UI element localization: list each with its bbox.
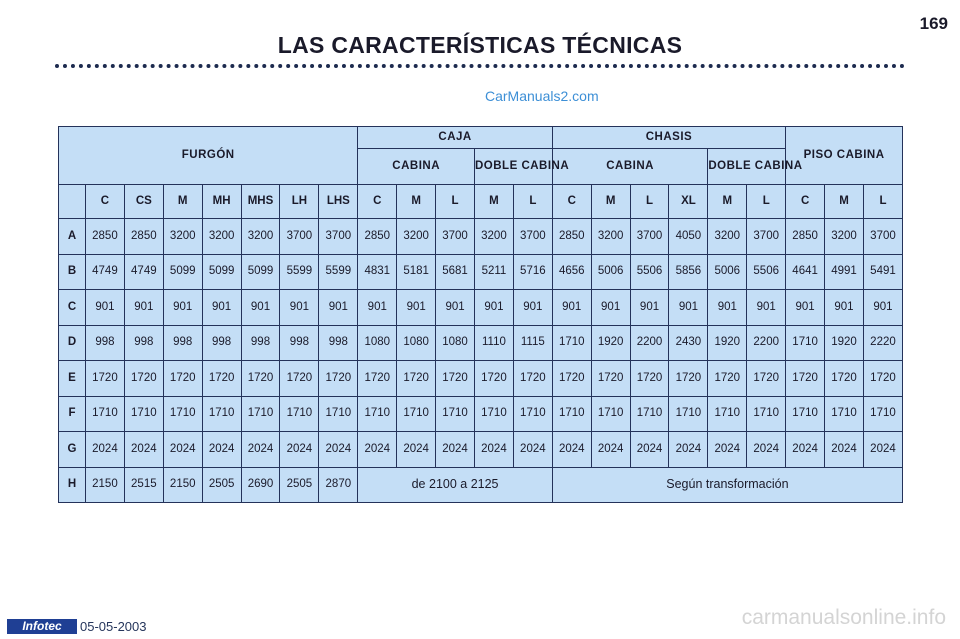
table-cell: 1720 <box>358 361 397 397</box>
table-cell: 2024 <box>825 432 864 468</box>
table-cell: 3200 <box>397 219 436 255</box>
table-row <box>59 432 903 468</box>
table-cell: 901 <box>319 290 358 326</box>
table-row <box>59 396 903 432</box>
table-cell: 1720 <box>708 361 747 397</box>
watermark-top: CarManuals2.com <box>485 88 599 104</box>
table-cell: 2024 <box>397 432 436 468</box>
row-label: H <box>59 467 86 502</box>
table-cell: 2024 <box>124 432 163 468</box>
table-cell: 1115 <box>513 325 552 361</box>
table-cell: 2515 <box>124 467 163 502</box>
table-cell: 2200 <box>630 325 669 361</box>
table-cell: 4656 <box>552 254 591 290</box>
table-row <box>59 361 903 397</box>
table-cell: 2024 <box>475 432 514 468</box>
table-cell: 998 <box>241 325 280 361</box>
table-row <box>59 254 903 290</box>
column-header: M <box>163 185 202 219</box>
table-cell: 901 <box>669 290 708 326</box>
table-row <box>59 325 903 361</box>
caja-cabina: CABINA <box>358 149 475 185</box>
table-cell: 5491 <box>863 254 902 290</box>
table-cell: 1720 <box>863 361 902 397</box>
table-cell: 1710 <box>319 396 358 432</box>
table-cell: 2850 <box>124 219 163 255</box>
row-label: D <box>59 325 86 361</box>
table-cell: 901 <box>436 290 475 326</box>
row-label: E <box>59 361 86 397</box>
table-cell: 1080 <box>436 325 475 361</box>
table-cell: 2850 <box>358 219 397 255</box>
group-piso-cabina: PISO CABINA <box>786 127 903 185</box>
table-cell: 1720 <box>786 361 825 397</box>
column-header: L <box>630 185 669 219</box>
table-cell: 901 <box>708 290 747 326</box>
chasis-piso-transformation: Según transformación <box>552 467 902 502</box>
table-cell: 5099 <box>241 254 280 290</box>
table-cell: 5099 <box>163 254 202 290</box>
table-cell: 1720 <box>552 361 591 397</box>
table-cell: 2024 <box>669 432 708 468</box>
row-label: F <box>59 396 86 432</box>
table-cell: 2024 <box>786 432 825 468</box>
table-cell: 5599 <box>319 254 358 290</box>
table-cell: 3200 <box>708 219 747 255</box>
column-header: C <box>358 185 397 219</box>
table-cell: 901 <box>475 290 514 326</box>
table-cell: 1720 <box>124 361 163 397</box>
table-cell: 901 <box>747 290 786 326</box>
table-cell: 5506 <box>747 254 786 290</box>
table-cell: 2690 <box>241 467 280 502</box>
table-cell: 1720 <box>86 361 125 397</box>
table-cell: 1710 <box>163 396 202 432</box>
table-cell: 901 <box>863 290 902 326</box>
table-cell: 5006 <box>591 254 630 290</box>
table-cell: 2024 <box>708 432 747 468</box>
table-cell: 4749 <box>86 254 125 290</box>
table-cell: 1710 <box>825 396 864 432</box>
column-header: L <box>513 185 552 219</box>
table-cell: 3700 <box>630 219 669 255</box>
table-cell: 2505 <box>280 467 319 502</box>
table-cell: 1710 <box>280 396 319 432</box>
table-cell: 1720 <box>591 361 630 397</box>
table-cell: 1710 <box>708 396 747 432</box>
table-cell: 4050 <box>669 219 708 255</box>
table-cell: 901 <box>397 290 436 326</box>
table-cell: 1710 <box>124 396 163 432</box>
table-cell: 5211 <box>475 254 514 290</box>
table-cell: 4831 <box>358 254 397 290</box>
table-cell: 2850 <box>786 219 825 255</box>
corner-cell <box>59 185 86 219</box>
table-cell: 998 <box>202 325 241 361</box>
table-cell: 1720 <box>669 361 708 397</box>
table-cell: 998 <box>280 325 319 361</box>
table-cell: 3700 <box>280 219 319 255</box>
table-cell: 2024 <box>630 432 669 468</box>
table-cell: 3700 <box>319 219 358 255</box>
table-row <box>59 219 903 255</box>
chasis-cabina: CABINA <box>552 149 708 185</box>
table-cell: 5181 <box>397 254 436 290</box>
table-cell: 1920 <box>825 325 864 361</box>
table-cell: 2024 <box>86 432 125 468</box>
column-header: M <box>825 185 864 219</box>
table-cell: 4641 <box>786 254 825 290</box>
table-cell: 2024 <box>241 432 280 468</box>
table-cell: 1920 <box>591 325 630 361</box>
table-cell: 2024 <box>163 432 202 468</box>
table-cell: 901 <box>513 290 552 326</box>
watermark-bottom: carmanualsonline.info <box>741 606 946 629</box>
table-cell: 1710 <box>630 396 669 432</box>
column-header: M <box>591 185 630 219</box>
table-cell: 3700 <box>747 219 786 255</box>
table-cell: 1710 <box>475 396 514 432</box>
table-cell: 3200 <box>591 219 630 255</box>
table-cell: 901 <box>241 290 280 326</box>
table-cell: 3200 <box>241 219 280 255</box>
table-cell: 2024 <box>358 432 397 468</box>
group-header-row <box>59 127 903 149</box>
footer-date: 05-05-2003 <box>80 619 147 634</box>
column-header: CS <box>124 185 163 219</box>
table-cell: 1720 <box>241 361 280 397</box>
table-cell: 998 <box>163 325 202 361</box>
table-cell: 901 <box>280 290 319 326</box>
column-header: LHS <box>319 185 358 219</box>
column-header: MH <box>202 185 241 219</box>
table-cell: 1920 <box>708 325 747 361</box>
table-cell: 1710 <box>747 396 786 432</box>
table-cell: 2430 <box>669 325 708 361</box>
table-cell: 998 <box>124 325 163 361</box>
table-cell: 1710 <box>552 396 591 432</box>
column-header: C <box>786 185 825 219</box>
table-cell: 1720 <box>280 361 319 397</box>
caja-doble-cabina: DOBLE CABINA <box>475 149 553 185</box>
table-cell: 1710 <box>397 396 436 432</box>
table-cell: 5006 <box>708 254 747 290</box>
table-cell: 2024 <box>436 432 475 468</box>
specifications-table <box>58 126 903 503</box>
column-header: L <box>863 185 902 219</box>
table-cell: 2024 <box>747 432 786 468</box>
row-label: C <box>59 290 86 326</box>
table-cell: 2024 <box>863 432 902 468</box>
column-header: L <box>436 185 475 219</box>
table-cell: 998 <box>86 325 125 361</box>
table-cell: 1720 <box>475 361 514 397</box>
table-cell: 3700 <box>513 219 552 255</box>
table-cell: 2850 <box>86 219 125 255</box>
table-cell: 1080 <box>397 325 436 361</box>
table-cell: 2024 <box>280 432 319 468</box>
table-cell: 901 <box>591 290 630 326</box>
table-cell: 5506 <box>630 254 669 290</box>
table-cell: 1710 <box>358 396 397 432</box>
table-cell: 1710 <box>669 396 708 432</box>
caja-height-range: de 2100 a 2125 <box>358 467 552 502</box>
table-cell: 1720 <box>397 361 436 397</box>
column-header: C <box>552 185 591 219</box>
table-cell: 5716 <box>513 254 552 290</box>
table-cell: 1720 <box>513 361 552 397</box>
table-cell: 2200 <box>747 325 786 361</box>
row-label: B <box>59 254 86 290</box>
table-cell: 1720 <box>436 361 475 397</box>
table-cell: 901 <box>825 290 864 326</box>
row-label: A <box>59 219 86 255</box>
column-header: XL <box>669 185 708 219</box>
table-cell: 901 <box>202 290 241 326</box>
table-cell: 1710 <box>513 396 552 432</box>
table-cell: 3200 <box>475 219 514 255</box>
row-label: G <box>59 432 86 468</box>
table-row <box>59 290 903 326</box>
column-header: M <box>708 185 747 219</box>
column-header: LH <box>280 185 319 219</box>
table-cell: 5599 <box>280 254 319 290</box>
table-cell: 1710 <box>786 396 825 432</box>
table-cell: 1110 <box>475 325 514 361</box>
group-chasis: CHASIS <box>552 127 785 149</box>
table-cell: 1710 <box>202 396 241 432</box>
chasis-doble-cabina: DOBLE CABINA <box>708 149 786 185</box>
table-cell: 2505 <box>202 467 241 502</box>
group-caja: CAJA <box>358 127 552 149</box>
column-header-row <box>59 185 903 219</box>
table-cell: 2850 <box>552 219 591 255</box>
table-cell: 1720 <box>747 361 786 397</box>
table-cell: 5856 <box>669 254 708 290</box>
table-cell: 1710 <box>241 396 280 432</box>
table-cell: 3200 <box>163 219 202 255</box>
table-cell: 1720 <box>630 361 669 397</box>
table-cell: 901 <box>86 290 125 326</box>
table-cell: 1710 <box>436 396 475 432</box>
column-header: M <box>397 185 436 219</box>
table-cell: 901 <box>552 290 591 326</box>
table-cell: 1720 <box>163 361 202 397</box>
page-title: LAS CARACTERÍSTICAS TÉCNICAS <box>277 32 683 58</box>
table-cell: 3700 <box>436 219 475 255</box>
table-cell: 2024 <box>513 432 552 468</box>
table-cell: 5099 <box>202 254 241 290</box>
column-header: MHS <box>241 185 280 219</box>
table-cell: 4991 <box>825 254 864 290</box>
table-cell: 1720 <box>825 361 864 397</box>
column-header: C <box>86 185 125 219</box>
table-cell: 2150 <box>163 467 202 502</box>
table-cell: 2024 <box>319 432 358 468</box>
table-cell: 2220 <box>863 325 902 361</box>
table-cell: 2870 <box>319 467 358 502</box>
table-cell: 1720 <box>202 361 241 397</box>
table-cell: 2150 <box>86 467 125 502</box>
table-cell: 1080 <box>358 325 397 361</box>
table-row-h <box>59 467 903 502</box>
infotec-logo: Infotec <box>7 619 77 634</box>
table-cell: 1720 <box>319 361 358 397</box>
table-cell: 1710 <box>863 396 902 432</box>
table-cell: 2024 <box>202 432 241 468</box>
table-cell: 3200 <box>202 219 241 255</box>
column-header: L <box>747 185 786 219</box>
table-cell: 1710 <box>552 325 591 361</box>
group-furgon: FURGÓN <box>59 127 358 185</box>
table-cell: 2024 <box>552 432 591 468</box>
table-cell: 3200 <box>825 219 864 255</box>
table-cell: 3700 <box>863 219 902 255</box>
table-cell: 5681 <box>436 254 475 290</box>
page-number: 169 <box>919 14 948 33</box>
column-header: M <box>475 185 514 219</box>
table-cell: 901 <box>630 290 669 326</box>
table-cell: 901 <box>358 290 397 326</box>
title-divider <box>55 64 905 68</box>
table-cell: 901 <box>786 290 825 326</box>
table-cell: 1710 <box>86 396 125 432</box>
table-cell: 2024 <box>591 432 630 468</box>
table-cell: 1710 <box>591 396 630 432</box>
table-cell: 998 <box>319 325 358 361</box>
table-cell: 4749 <box>124 254 163 290</box>
table-cell: 1710 <box>786 325 825 361</box>
table-cell: 901 <box>163 290 202 326</box>
table-cell: 901 <box>124 290 163 326</box>
